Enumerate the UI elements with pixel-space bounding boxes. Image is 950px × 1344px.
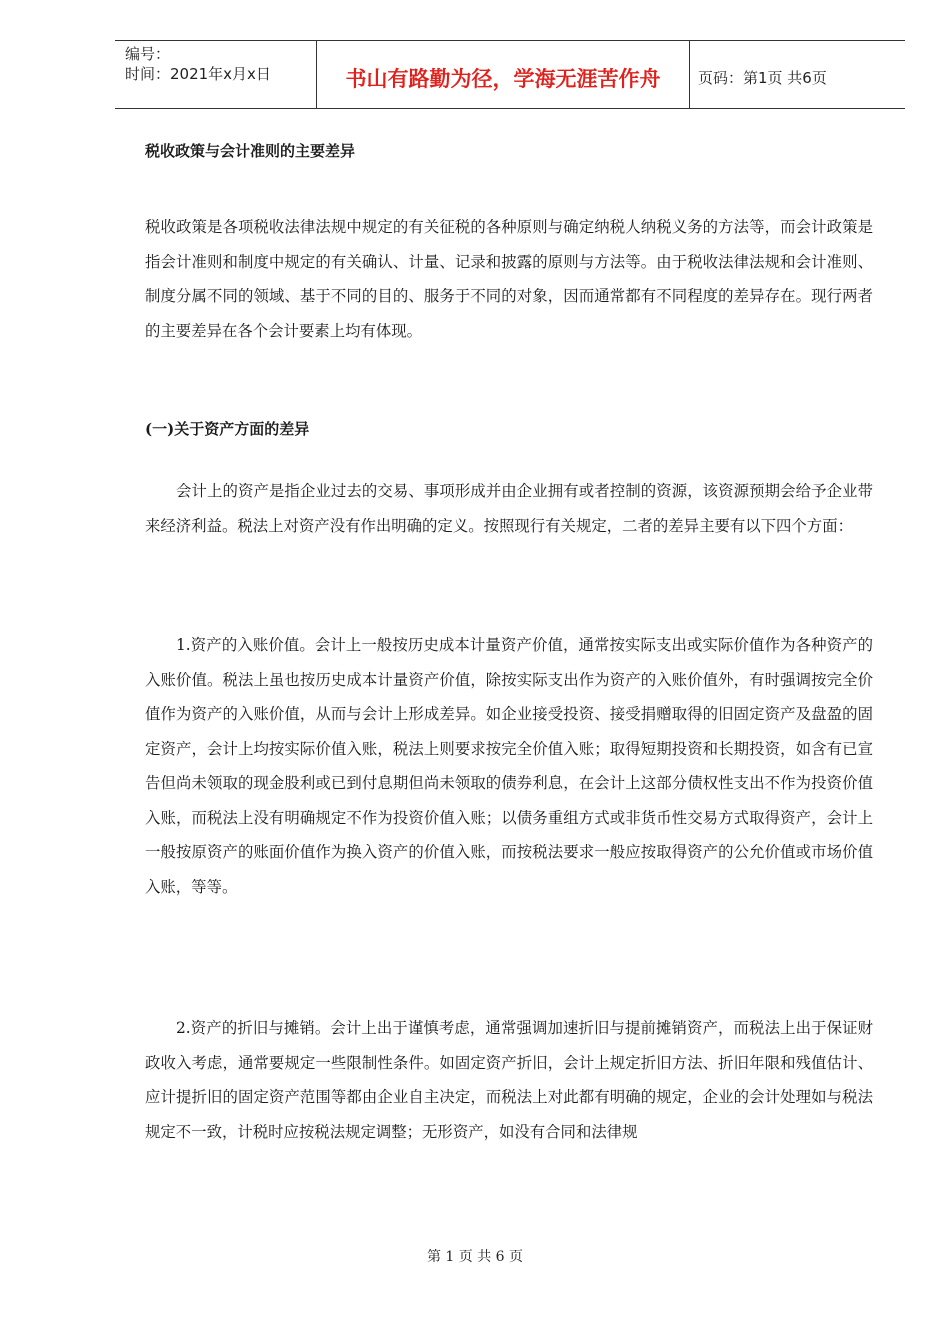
item-1-paragraph: 1.资产的入账价值。会计上一般按历史成本计量资产价值，通常按实际支出或实际价值作为各种资产的入账价值。税法上虽也按历史成本计量资产价值，除按实际支出作为资产的入账价值外，有时强调按完全价值作为资产的入账价值，从而与会计上形成差异。如企业接受投资、接受捐赠取得的旧固定资产及盘盈的固定资产，会计上均按实际价值入账，税法上则要求按完全价值入账；取得短期投资和长期投资，如含有已宣告但尚未领取的现金股利或已到付息期但尚未领取的债券利息，在会计上这部分债权性支出不作为投资价值入账，而税法上没有明确规定不作为投资价值入账；以债务重组方式或非货币性交易方式取得资产，会计上一般按原资产的账面价值作为换入资产的价值入账，而按税法要求一般应按取得资产的公允价值或市场价值入账，等等。: [145, 636, 873, 896]
section-intro-paragraph: 会计上的资产是指企业过去的交易、事项形成并由企业拥有或者控制的资源，该资源预期会给予企业带来经济利益。税法上对资产没有作出明确的定义。按照现行有关规定，二者的差异主要有以下四个方面：: [145, 482, 873, 535]
item-2-paragraph: 2.资产的折旧与摊销。会计上出于谨慎考虑，通常强调加速折旧与提前摊销资产，而税法上出于保证财政收入考虑，通常要规定一些限制性条件。如固定资产折旧，会计上规定折旧方法、折旧年限和残值估计、应计提折旧的固定资产范围等都由企业自主决定，而税法上对此都有明确的规定，企业的会计处理如与税法规定不一致，计税时应按税法规定调整；无形资产，如没有合同和法律规: [145, 1019, 873, 1141]
header-page-cell: [690, 41, 905, 108]
document-header: [115, 40, 905, 109]
page-footer: 第 1 页 共 6 页: [426, 1249, 524, 1265]
header-page-info: 页码：第1页 共6页: [698, 69, 827, 87]
header-meta-cell: [115, 41, 317, 108]
date-label: 时间：2021年x月x日: [125, 65, 271, 83]
intro-paragraph: 税收政策是各项税收法律法规中规定的有关征税的各种原则与确定纳税人纳税义务的方法等，而会计政策是指会计准则和制度中规定的有关确认、计量、记录和披露的原则与方法等。由于税收法律法规和会计准则、制度分属不同的领域、基于不同的目的、服务于不同的对象，因而通常都有不同程度的差异存在。现行两者的主要差异在各个会计要素上均有体现。: [145, 218, 873, 340]
serial-number-label: 编号：: [125, 45, 171, 63]
document-title: 税收政策与会计准则的主要差异: [145, 142, 356, 160]
header-motto-cell: [317, 41, 690, 108]
section-heading-assets: (一)关于资产方面的差异: [145, 420, 310, 438]
motto: 书山有路勤为径，学海无涯苦作舟: [345, 67, 661, 91]
